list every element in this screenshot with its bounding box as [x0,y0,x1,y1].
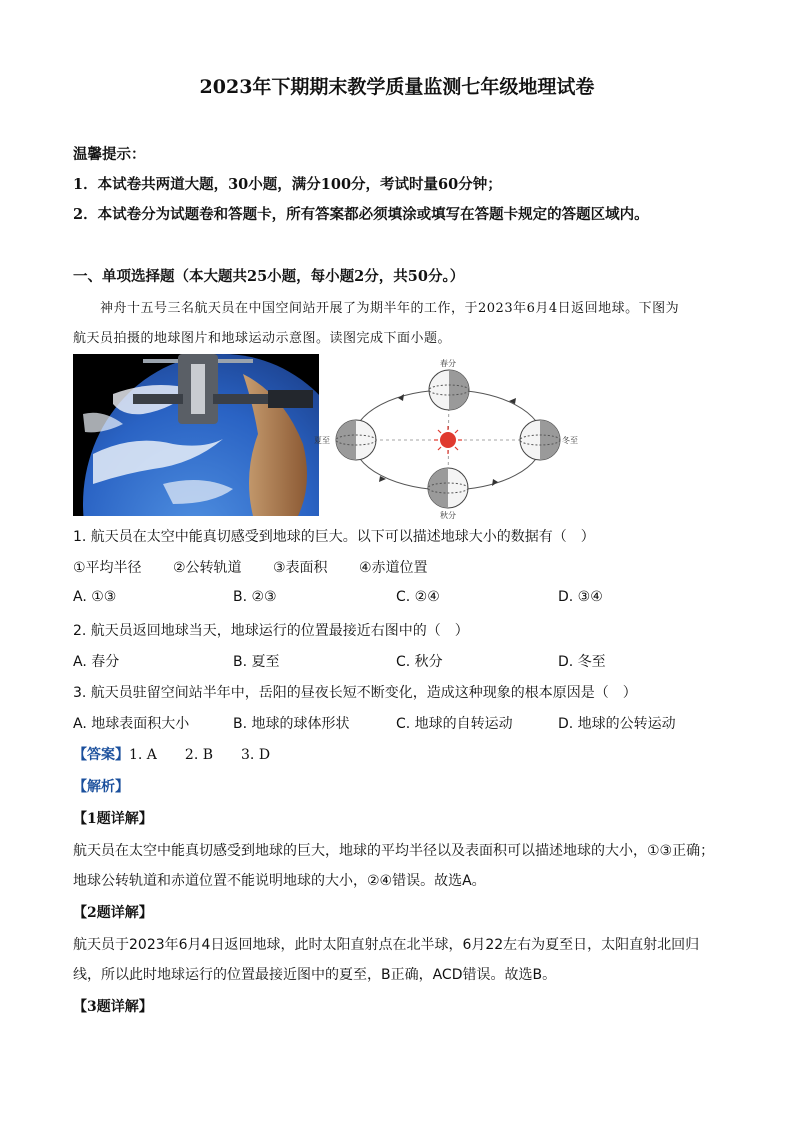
q1-item-2: ②公转轨道 [173,560,242,576]
q1-item-3: ③表面积 [273,560,328,576]
answer-values: 1. A 2. B 3. D [129,747,271,763]
tips-heading: 温馨提示： [73,146,146,163]
intro-line-2: 航天员拍摄的地球图片和地球运动示意图。读图完成下面小题。 [73,331,452,346]
q3-option-d[interactable]: D. 地球的公转运动 [558,716,676,732]
answer-block [73,744,270,764]
q3-option-c[interactable]: C. 地球的自转运动 [396,716,513,732]
intro-line-1: 神舟十五号三名航天员在中国空间站开展了为期半年的工作，于2023年6月4日返回地球。下图为 [100,301,680,316]
detail-3-label: 【3题详解】 [73,999,153,1015]
detail-1-label: 【1题详解】 [73,811,153,827]
detail-2-line-1: 航天员于2023年6月4日返回地球，此时太阳直射点在北半球，6月22左右为夏至日，太阳直射北回归 [73,937,700,953]
q3-option-b[interactable]: B. 地球的球体形状 [233,716,350,732]
detail-1-line-2: 地球公转轨道和赤道位置不能说明地球的大小，②④错误。故选A。 [73,873,486,889]
analysis-label: 【解析】 [73,779,129,795]
q1-item-1: ①平均半径 [73,560,142,576]
q2-option-c[interactable]: C. 秋分 [396,654,443,670]
q1-option-a[interactable]: A. ①③ [73,589,117,605]
detail-2-label: 【2题详解】 [73,905,153,921]
detail-1-line-1: 航天员在太空中能真切感受到地球的巨大，地球的平均半径以及表面积可以描述地球的大小，①③正确； [73,843,715,859]
label-summer: 夏至 [314,436,330,445]
answer-label: 【答案】 [73,747,129,763]
tips-line-2: 2．本试卷分为试题卷和答题卡，所有答案都必须填涂或填写在答题卡规定的答题区域内。 [73,206,649,223]
label-spring: 春分 [440,359,456,368]
q2-stem: 2. 航天员返回地球当天，地球运行的位置最接近右图中的（ ） [73,623,469,639]
section-heading: 一、单项选择题（本大题共25小题，每小题2分，共50分。） [73,268,465,285]
q2-option-a[interactable]: A. 春分 [73,654,120,670]
q1-item-4: ④赤道位置 [359,560,428,576]
q3-option-a[interactable]: A. 地球表面积大小 [73,716,190,732]
tips-line-1: 1．本试卷共两道大题，30小题，满分100分，考试时量60分钟； [73,176,502,193]
q1-stem: 1. 航天员在太空中能真切感受到地球的巨大。以下可以描述地球大小的数据有（ ） [73,529,595,545]
detail-2-line-2: 线，所以此时地球运行的位置最接近图中的夏至，B正确，ACD错误。故选B。 [73,967,557,983]
earth-photo [73,354,319,516]
q2-option-d[interactable]: D. 冬至 [558,654,606,670]
label-autumn: 秋分 [440,511,456,520]
q1-option-b[interactable]: B. ②③ [233,589,277,605]
sun-icon [434,426,462,454]
q3-stem: 3. 航天员驻留空间站半年中，岳阳的昼夜长短不断变化，造成这种现象的根本原因是（ ） [73,685,637,701]
page-title: 2023年下期期末教学质量监测七年级地理试卷 [199,76,595,98]
earth-revolution-diagram [310,354,586,520]
label-winter: 冬至 [562,436,578,445]
q1-option-c[interactable]: C. ②④ [396,589,440,605]
q2-option-b[interactable]: B. 夏至 [233,654,280,670]
q1-option-d[interactable]: D. ③④ [558,589,603,605]
